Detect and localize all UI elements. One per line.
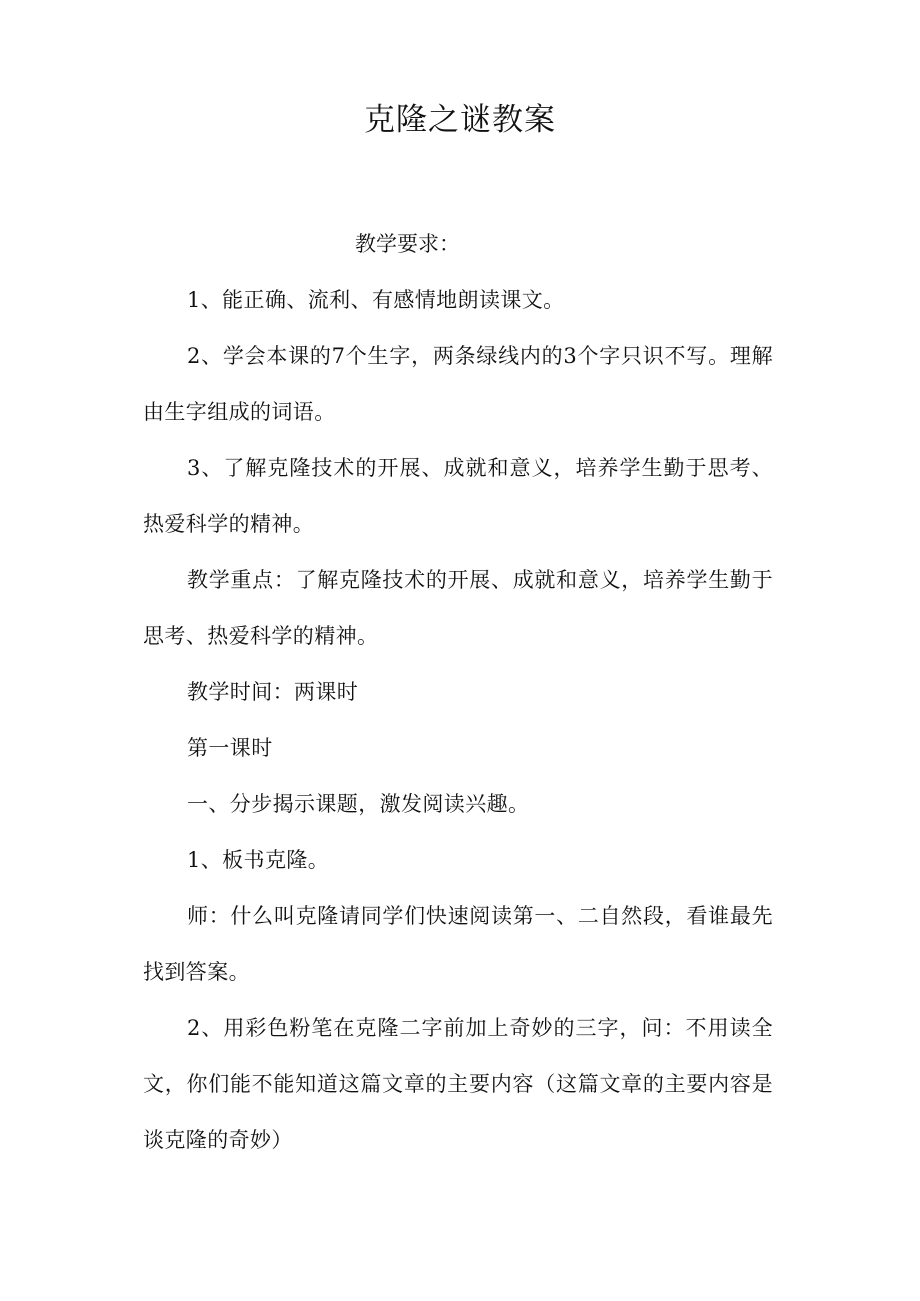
- document-title: 克隆之谜教案: [364, 102, 556, 138]
- paragraph-teacher-question: 师：什么叫克隆请同学们快速阅读第一、二自然段，看谁最先找到答案。: [143, 904, 773, 984]
- paragraph-colored-chalk: 2、用彩色粉笔在克隆二字前加上奇妙的三字，问：不用读全文，你们能不能知道这篇文章的主要内容（这篇文章的主要内容是谈克隆的奇妙）: [143, 1016, 773, 1152]
- paragraph-teaching-time: 教学时间：两课时: [187, 680, 359, 704]
- paragraph-blackboard: 1、板书克隆。: [187, 848, 330, 872]
- paragraph-requirement-3: 3、了解克隆技术的开展、成就和意义，培养学生勤于思考、热爱科学的精神。: [143, 456, 773, 536]
- paragraph-teaching-focus: 教学重点：了解克隆技术的开展、成就和意义，培养学生勤于思考、热爱科学的精神。: [143, 568, 773, 648]
- section-heading-teaching-requirements: 教学要求：: [355, 232, 460, 256]
- paragraph-requirement-2: 2、学会本课的7个生字，两条绿线内的3个字只识不写。理解由生字组成的词语。: [143, 344, 773, 424]
- paragraph-first-lesson: 第一课时: [187, 736, 273, 760]
- paragraph-step-one: 一、分步揭示课题，激发阅读兴趣。: [187, 792, 530, 816]
- paragraph-requirement-1: 1、能正确、流利、有感情地朗读课文。: [187, 288, 565, 312]
